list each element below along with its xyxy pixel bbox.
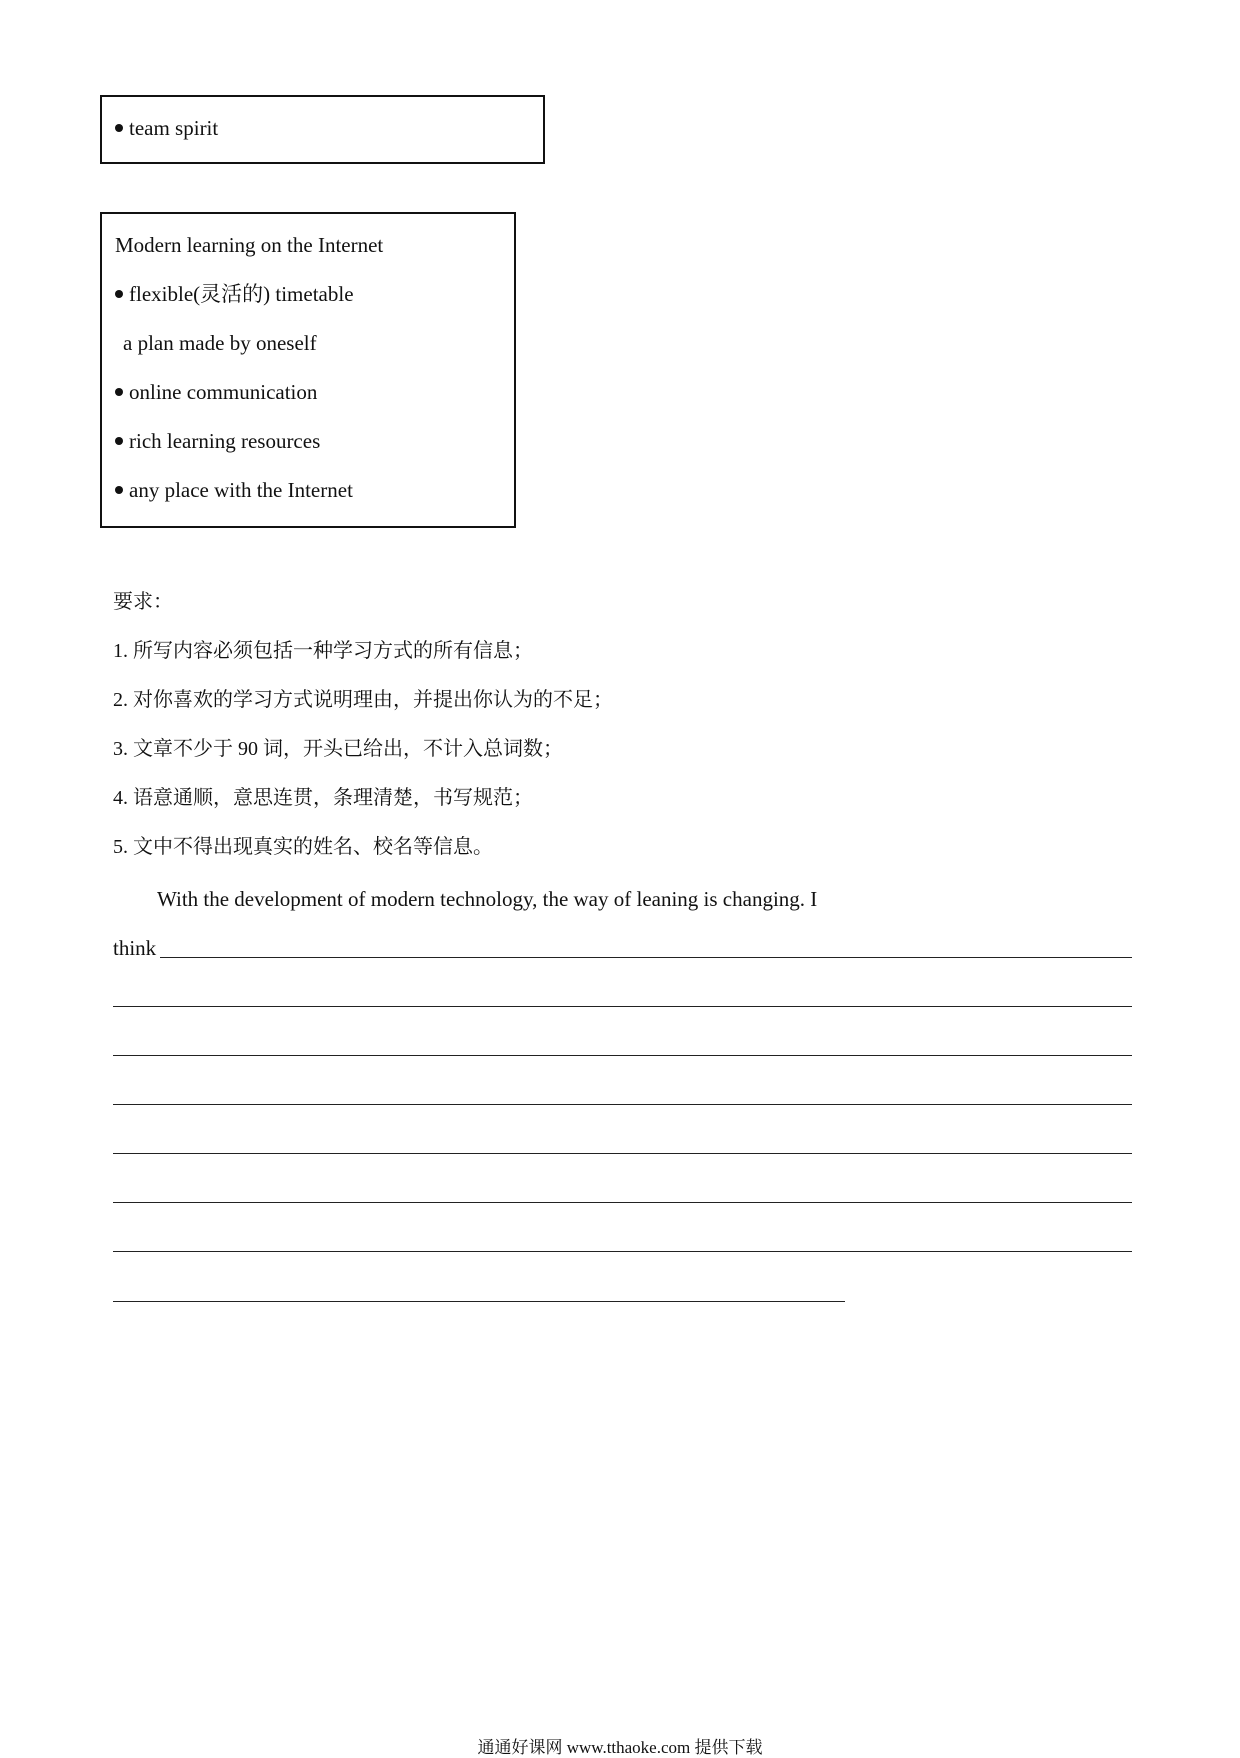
answer-line[interactable] — [113, 1006, 1132, 1007]
requirements-heading: 要求： — [113, 591, 173, 613]
answer-line[interactable] — [113, 1251, 1132, 1252]
answer-line[interactable] — [113, 1104, 1132, 1105]
box-item: online communication — [115, 378, 317, 406]
answer-line[interactable] — [113, 1153, 1132, 1154]
answer-line[interactable] — [160, 957, 1132, 958]
requirement-item: 2. 对你喜欢的学习方式说明理由，并提出你认为的不足； — [113, 689, 613, 711]
box-title: Modern learning on the Internet — [115, 233, 384, 257]
answer-line[interactable] — [113, 1202, 1132, 1203]
essay-opening: With the development of modern technology, the way of leaning is changing. I — [157, 887, 818, 911]
box-item: team spirit — [115, 114, 218, 142]
bullet-icon — [115, 388, 123, 396]
box-item: flexible(灵活的) timetable — [115, 280, 354, 308]
answer-line[interactable] — [113, 1301, 845, 1302]
bullet-icon — [115, 437, 123, 445]
answer-line[interactable] — [113, 1055, 1132, 1056]
box-item: any place with the Internet — [115, 476, 353, 504]
requirement-item: 4. 语意通顺，意思连贯，条理清楚，书写规范； — [113, 787, 533, 809]
info-box-team — [100, 95, 545, 164]
bullet-icon — [115, 124, 123, 132]
box-item: rich learning resources — [115, 427, 320, 455]
page-footer: 通通好课网 www.tthaoke.com 提供下载 — [477, 1738, 763, 1757]
requirement-item: 5. 文中不得出现真实的姓名、校名等信息。 — [113, 836, 493, 858]
bullet-icon — [115, 486, 123, 494]
info-box-internet — [100, 212, 516, 528]
requirement-item: 1. 所写内容必须包括一种学习方式的所有信息； — [113, 640, 533, 662]
requirement-item: 3. 文章不少于 90 词，开头已给出，不计入总词数； — [113, 738, 563, 760]
box-subnote: a plan made by oneself — [123, 331, 317, 355]
essay-continuation: think — [113, 936, 157, 960]
bullet-icon — [115, 290, 123, 298]
